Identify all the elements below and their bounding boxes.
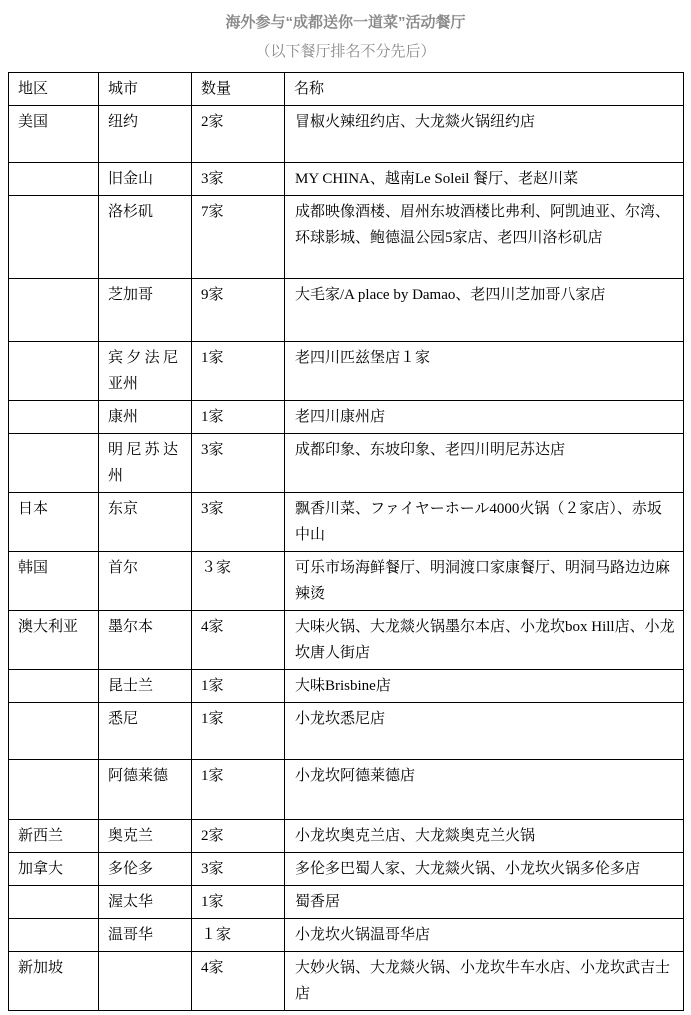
table-row — [9, 760, 684, 820]
names-cell: 冒椒火辣纽约店、大龙燚火锅纽约店 — [285, 106, 684, 163]
region-cell: 新加坡 — [9, 952, 99, 1011]
table-row — [9, 611, 684, 670]
names-cell: 小龙坎火锅温哥华店 — [285, 919, 684, 952]
city-cell: 渥太华 — [99, 886, 192, 919]
region-cell — [9, 342, 99, 401]
names-cell: 大毛家/A place by Damao、老四川芝加哥八家店 — [285, 279, 684, 342]
names-cell: 大味Brisbine店 — [285, 670, 684, 703]
count-cell: 1家 — [192, 342, 285, 401]
city-cell: 奥克兰 — [99, 820, 192, 853]
region-cell — [9, 886, 99, 919]
city-cell: 芝加哥 — [99, 279, 192, 342]
region-cell — [9, 279, 99, 342]
count-cell: 3家 — [192, 163, 285, 196]
region-cell: 新西兰 — [9, 820, 99, 853]
count-cell: 7家 — [192, 196, 285, 279]
city-cell: 纽约 — [99, 106, 192, 163]
names-cell: 可乐市场海鲜餐厅、明洞渡口家康餐厅、明洞马路边边麻辣烫 — [285, 552, 684, 611]
table-body — [9, 106, 684, 1011]
city-cell: 明尼苏达州 — [99, 434, 192, 493]
city-cell: 康州 — [99, 401, 192, 434]
names-cell: 小龙坎阿德莱德店 — [285, 760, 684, 820]
table-row — [9, 196, 684, 279]
table-row — [9, 493, 684, 552]
names-cell: 多伦多巴蜀人家、大龙燚火锅、小龙坎火锅多伦多店 — [285, 853, 684, 886]
city-cell: 东京 — [99, 493, 192, 552]
names-cell: 大味火锅、大龙燚火锅墨尔本店、小龙坎box Hill店、小龙坎唐人街店 — [285, 611, 684, 670]
names-cell: 老四川匹兹堡店１家 — [285, 342, 684, 401]
region-cell — [9, 401, 99, 434]
city-cell: 洛杉矶 — [99, 196, 192, 279]
city-cell: 宾夕法尼亚州 — [99, 342, 192, 401]
count-cell: 1家 — [192, 670, 285, 703]
count-cell: 3家 — [192, 853, 285, 886]
names-cell: 小龙坎悉尼店 — [285, 703, 684, 760]
header-region: 地区 — [9, 73, 99, 106]
city-cell: 温哥华 — [99, 919, 192, 952]
city-cell — [99, 952, 192, 1011]
names-cell: MY CHINA、越南Le Soleil 餐厅、老赵川菜 — [285, 163, 684, 196]
table-row — [9, 401, 684, 434]
city-cell: 多伦多 — [99, 853, 192, 886]
header-count: 数量 — [192, 73, 285, 106]
table-row — [9, 952, 684, 1011]
table-row — [9, 106, 684, 163]
table-row — [9, 163, 684, 196]
count-cell: 4家 — [192, 952, 285, 1011]
count-cell: 1家 — [192, 760, 285, 820]
region-cell — [9, 163, 99, 196]
count-cell: 2家 — [192, 820, 285, 853]
region-cell — [9, 670, 99, 703]
table-row — [9, 342, 684, 401]
count-cell: 3家 — [192, 493, 285, 552]
region-cell: 加拿大 — [9, 853, 99, 886]
restaurant-table — [8, 72, 684, 1011]
count-cell: 9家 — [192, 279, 285, 342]
region-cell: 美国 — [9, 106, 99, 163]
page-subtitle: （以下餐厅排名不分先后） — [255, 43, 436, 60]
city-cell: 旧金山 — [99, 163, 192, 196]
names-cell: 老四川康州店 — [285, 401, 684, 434]
count-cell: １家 — [192, 919, 285, 952]
region-cell — [9, 919, 99, 952]
region-cell — [9, 434, 99, 493]
count-cell: ３家 — [192, 552, 285, 611]
region-cell — [9, 760, 99, 820]
header-city: 城市 — [99, 73, 192, 106]
region-cell: 日本 — [9, 493, 99, 552]
city-cell: 悉尼 — [99, 703, 192, 760]
table-row — [9, 279, 684, 342]
names-cell: 蜀香居 — [285, 886, 684, 919]
region-cell — [9, 196, 99, 279]
count-cell: 1家 — [192, 401, 285, 434]
names-cell: 飘香川菜、ファイヤーホール4000火锅（２家店）、赤坂中山 — [285, 493, 684, 552]
page-title: 海外参与“成都送你一道菜”活动餐厅 — [225, 14, 466, 31]
table-row — [9, 919, 684, 952]
table-row — [9, 670, 684, 703]
count-cell: 1家 — [192, 886, 285, 919]
table-row — [9, 886, 684, 919]
table-row — [9, 853, 684, 886]
names-cell: 成都映像酒楼、眉州东坡酒楼比弗利、阿凯迪亚、尔湾、环球影城、鲍德温公园5家店、老四川洛杉矶店 — [285, 196, 684, 279]
city-cell: 首尔 — [99, 552, 192, 611]
region-cell — [9, 703, 99, 760]
count-cell: 1家 — [192, 703, 285, 760]
table-header-row — [9, 73, 684, 106]
city-cell: 墨尔本 — [99, 611, 192, 670]
region-cell: 澳大利亚 — [9, 611, 99, 670]
count-cell: 3家 — [192, 434, 285, 493]
names-cell: 大妙火锅、大龙燚火锅、小龙坎牛车水店、小龙坎武吉士店 — [285, 952, 684, 1011]
count-cell: 2家 — [192, 106, 285, 163]
table-row — [9, 434, 684, 493]
table-row — [9, 820, 684, 853]
table-row — [9, 552, 684, 611]
header-names: 名称 — [285, 73, 684, 106]
names-cell: 小龙坎奥克兰店、大龙燚奥克兰火锅 — [285, 820, 684, 853]
city-cell: 阿德莱德 — [99, 760, 192, 820]
city-cell: 昆士兰 — [99, 670, 192, 703]
table-row — [9, 703, 684, 760]
region-cell: 韩国 — [9, 552, 99, 611]
count-cell: 4家 — [192, 611, 285, 670]
names-cell: 成都印象、东坡印象、老四川明尼苏达店 — [285, 434, 684, 493]
